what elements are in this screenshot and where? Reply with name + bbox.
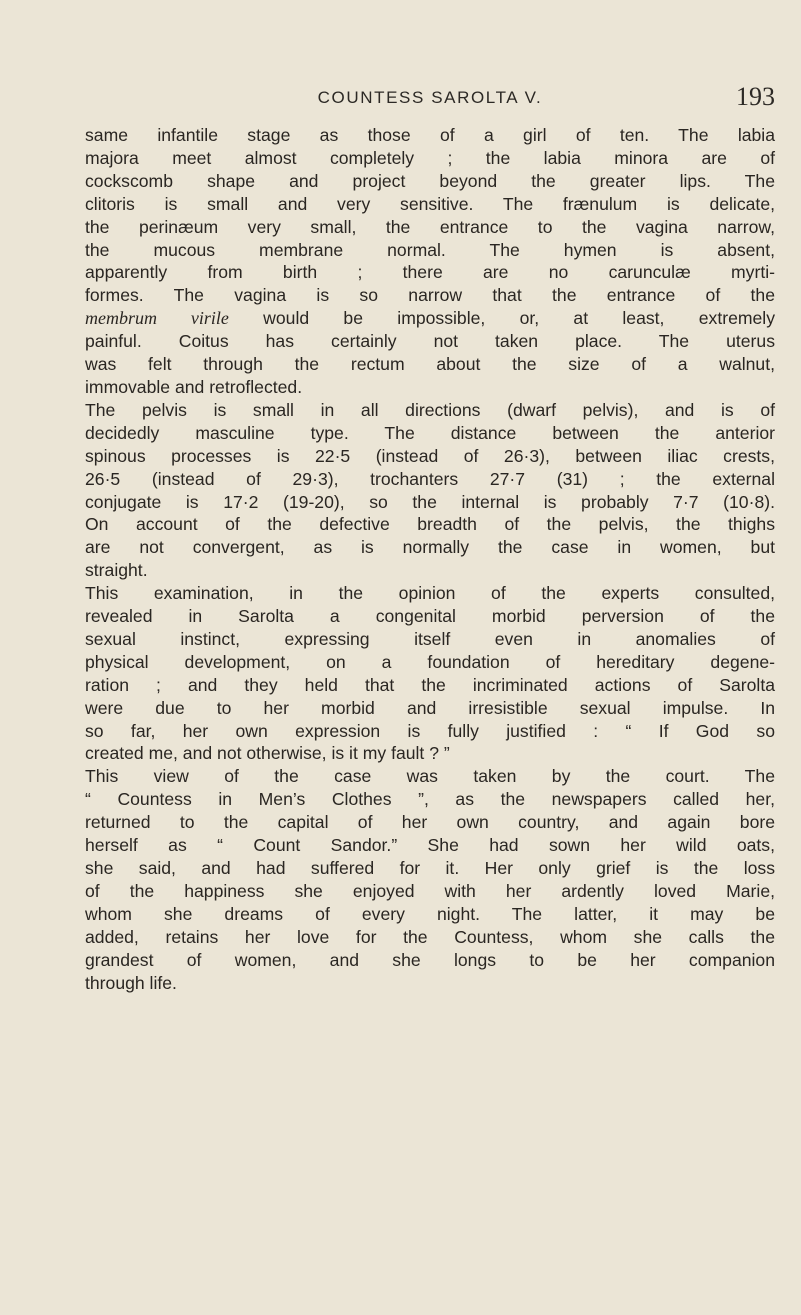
text-line: 26·5 (instead of 29·3), trochanters 27·7 (31) ; the external: [85, 468, 775, 489]
text-line: created me, and not otherwise, is it my fault ? ”: [85, 743, 450, 764]
text-line: formes. The vagina is so narrow that the entrance of the: [85, 285, 775, 306]
text-line: painful. Coitus has certainly not taken place. The uterus: [85, 331, 775, 352]
text-line: added, retains her love for the Countess, whom she calls the: [85, 926, 775, 947]
text-line: The pelvis is small in all directions (dwarf pelvis), and is of: [85, 399, 775, 420]
text-line: This examination, in the opinion of the experts consulted,: [85, 583, 775, 604]
text-line: revealed in Sarolta a congenital morbid perversion of the: [85, 606, 775, 627]
body-text: [85, 124, 775, 994]
text-line: apparently from birth ; there are no carunculæ myrti-: [85, 262, 775, 283]
page-number: 193: [736, 82, 775, 111]
text-line: ration ; and they held that the incriminated actions of Sarolta: [85, 674, 775, 695]
text-line: spinous processes is 22·5 (instead of 26·3), between iliac crests,: [85, 445, 775, 466]
text-line: physical development, on a foundation of hereditary degene-: [85, 651, 775, 672]
text-line: herself as “ Count Sandor.” She had sown her wild oats,: [85, 835, 775, 856]
text-line: same infantile stage as those of a girl of ten. The labia: [85, 125, 775, 145]
text-line: “ Countess in Men’s Clothes ”, as the newspapers called her,: [85, 789, 775, 810]
text-line: was felt through the rectum about the size of a walnut,: [85, 354, 775, 375]
text-line: conjugate is 17·2 (19-20), so the internal is probably 7·7 (10·8).: [85, 491, 775, 512]
text-line: through life.: [85, 972, 177, 993]
text-line: cockscomb shape and project beyond the greater lips. The: [85, 170, 775, 191]
text-line: On account of the defective breadth of the pelvis, the thighs: [85, 514, 775, 535]
text-line: This view of the case was taken by the court. The: [85, 766, 775, 787]
text-line: decidedly masculine type. The distance between the anterior: [85, 422, 775, 443]
text-line: of the happiness she enjoyed with her ardently loved Marie,: [85, 880, 775, 901]
text-line: were due to her morbid and irresistible sexual impulse. In: [85, 697, 775, 718]
text-line: membrum virile would be impossible, or, at least, extremely: [85, 308, 775, 329]
text-line: the perinæum very small, the entrance to the vagina narrow,: [85, 216, 775, 237]
text-line: sexual instinct, expressing itself even in anomalies of: [85, 628, 775, 649]
text-line: she said, and had suffered for it. Her only grief is the loss: [85, 858, 775, 878]
text-line: returned to the capital of her own country, and again bore: [85, 812, 775, 833]
text-line: grandest of women, and she longs to be her companion: [85, 949, 775, 970]
text-line: clitoris is small and very sensitive. The frænulum is delicate,: [85, 193, 775, 214]
text-line: straight.: [85, 560, 148, 581]
text-line: immovable and retroflected.: [85, 376, 303, 397]
text-line: so far, her own expression is fully justified : “ If God so: [85, 720, 775, 741]
text-line: are not convergent, as is normally the case in women, but: [85, 537, 775, 558]
running-head-title: COUNTESS SAROLTA V.: [317, 88, 543, 107]
running-head: [85, 82, 775, 118]
text-line: majora meet almost completely ; the labia minora are of: [85, 147, 775, 168]
text-line: whom she dreams of every night. The latter, it may be: [85, 903, 775, 924]
text-line: the mucous membrane normal. The hymen is absent,: [85, 239, 775, 260]
